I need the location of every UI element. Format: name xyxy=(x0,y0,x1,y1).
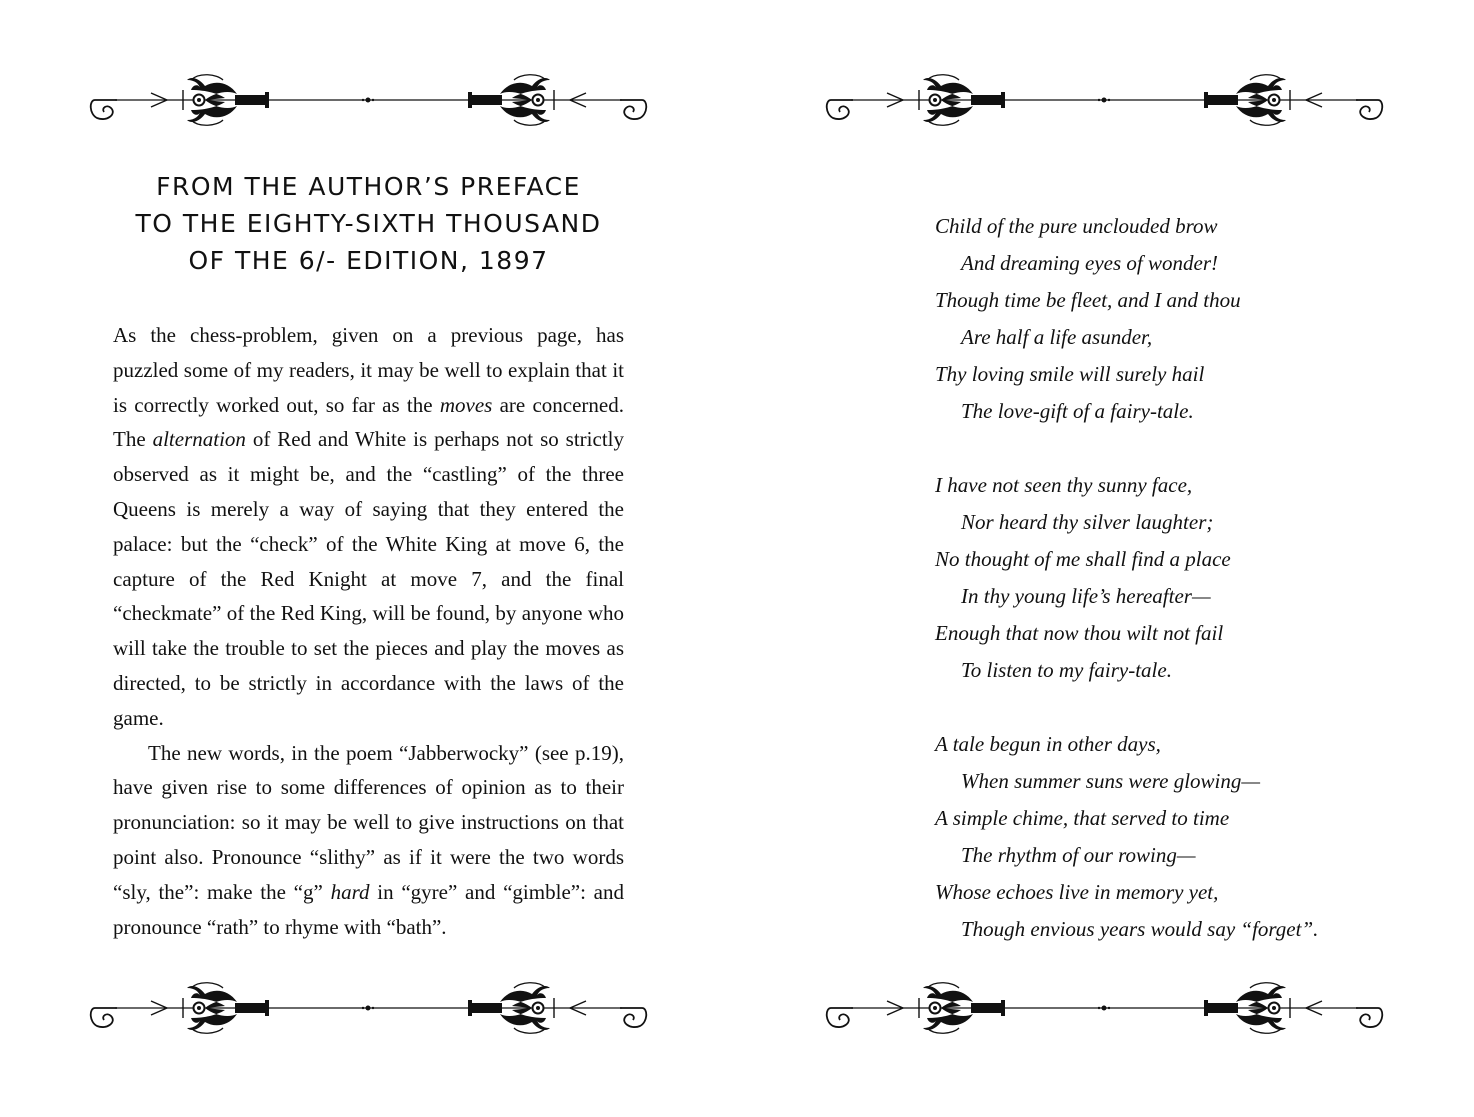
poem-line: A simple chime, that served to time xyxy=(935,806,1230,830)
preface-body xyxy=(113,318,624,944)
emphasis-text: moves xyxy=(439,392,493,417)
poem-line: The rhythm of our rowing— xyxy=(961,843,1196,867)
poem-line: I have not seen thy sunny face, xyxy=(935,473,1193,497)
preface-paragraph xyxy=(113,736,624,945)
poem-line: And dreaming eyes of wonder! xyxy=(961,251,1219,275)
bottom-ornament xyxy=(87,978,650,1038)
poem-line: A tale begun in other days, xyxy=(935,732,1161,756)
preface-paragraph xyxy=(113,318,624,736)
poem-line: In thy young life’s hereafter— xyxy=(961,584,1211,608)
paragraph-text: are concerned. The xyxy=(113,392,624,452)
stanza-break xyxy=(935,689,1435,726)
poem xyxy=(935,208,1435,948)
poem-line: Nor heard thy silver laughter; xyxy=(961,510,1214,534)
title-line: TO THE EIGHTY-SIXTH THOUSAND xyxy=(135,209,602,238)
poem-line: To listen to my fairy-tale. xyxy=(961,658,1172,682)
poem-line: No thought of me shall find a place xyxy=(935,547,1231,571)
title-line: OF THE 6/- EDITION, 1897 xyxy=(188,246,549,275)
poem-line: Though time be fleet, and I and thou xyxy=(935,288,1241,312)
poem-line: Child of the pure unclouded brow xyxy=(935,214,1218,238)
poem-line: Are half a life asunder, xyxy=(961,325,1153,349)
poem-line: Enough that now thou wilt not fail xyxy=(935,621,1224,645)
paragraph-text: in “gyre” and “gimble”: and pronounce “rath” to rhyme with “bath”. xyxy=(113,879,624,939)
top-ornament xyxy=(87,70,650,130)
poem-line: Thy loving smile will surely hail xyxy=(935,362,1205,386)
preface-title xyxy=(87,168,650,279)
paragraph-text: of Red and White is perhaps not so strictly observed as it might be, and the “castling” of the three Queens is merely a way of saying that they entered the palace: but the “check” of the White King at move 6, the capture of the Red Knight at move 7, and the final “checkmate” of the Red King, will be found, by anyone who will take the trouble to set the pieces and play the moves as directed, to be strictly in accordance with the laws of the game. xyxy=(113,427,624,730)
poem-line: Whose echoes live in memory yet, xyxy=(935,880,1219,904)
bottom-ornament xyxy=(823,978,1386,1038)
paragraph-text: As the chess-problem, given on a previous page, has puzzled some of my readers, it may be well to explain that it is correctly worked out, so far as the xyxy=(113,323,624,417)
poem-line: The love-gift of a fairy-tale. xyxy=(961,399,1194,423)
top-ornament xyxy=(823,70,1386,130)
stanza-break xyxy=(935,430,1435,467)
poem-line: When summer suns were glowing— xyxy=(961,769,1261,793)
right-page xyxy=(737,0,1474,1117)
emphasis-text: alternation xyxy=(152,427,246,452)
paragraph-text: The new words, in the poem “Jabberwocky” (see p.19), have given rise to some differences of opinion as to their pronunciation: so it may be well to give instructions on that point also. Pronounce “slithy” as if it were the two words “sly, the”: make the “g” xyxy=(113,740,624,904)
title-line: FROM THE AUTHOR’S PREFACE xyxy=(156,172,581,201)
emphasis-text: hard xyxy=(330,879,370,904)
poem-line: Though envious years would say “forget”. xyxy=(961,917,1319,941)
